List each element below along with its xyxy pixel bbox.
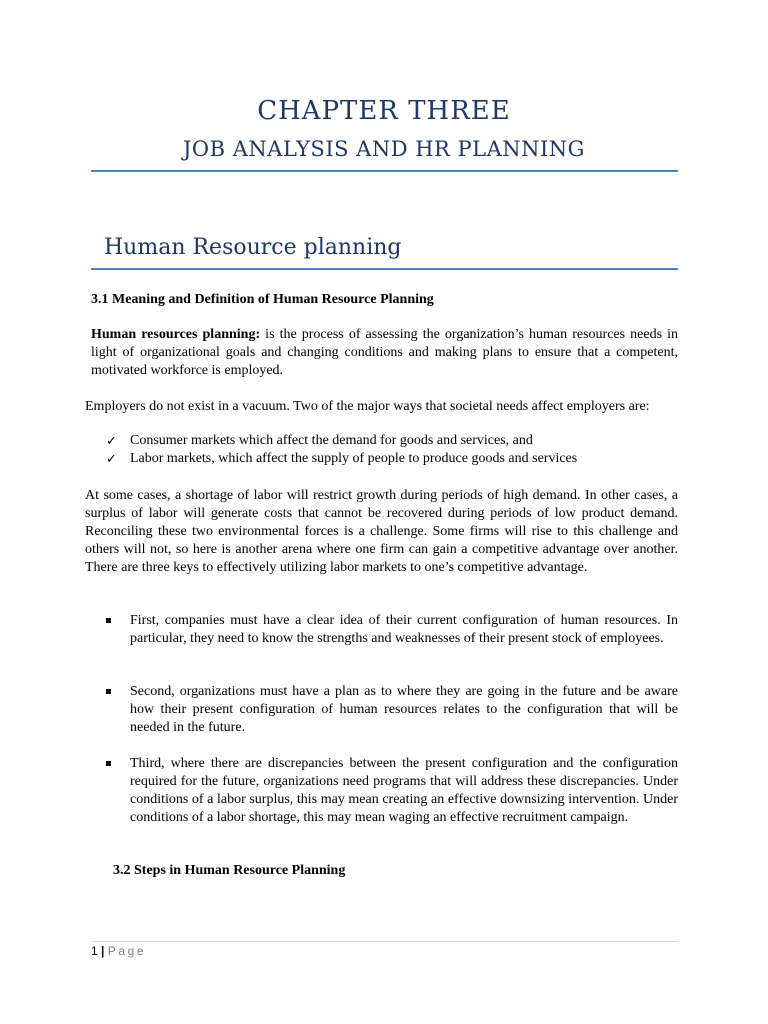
footer-separator: | [101,944,105,958]
square-bullet-icon [106,761,111,766]
check-mark-icon: ✓ [106,451,117,466]
section-heading: Human Resource planning [104,235,402,260]
chapter-subtitle: JOB ANALYSIS AND HR PLANNING [183,137,585,161]
list-item-text: Consumer markets which affect the demand for goods and services, and [130,433,533,448]
page-footer [91,943,146,959]
subsection-heading-3-1: 3.1 Meaning and Definition of Human Resource Planning [91,292,434,307]
list-item-text: Labor markets, which affect the supply of people to produce goods and services [130,451,578,466]
definition-term: Human resources planning: [91,327,261,342]
check-list [106,432,577,468]
bullet-item-text: Third, where there are discrepancies between the present configuration and the configuration required for the future, organizations need programs that will address these discrepancies. Under conditions of a labor surplus, this may mean creating an effective downsizing intervention. Under conditions of a labor shortage, this may mean waging an effective recruitment campaign. [130,756,678,825]
shortage-paragraph: At some cases, a shortage of labor will restrict growth during periods of high demand. In other cases, a surplus of labor will generate costs that cannot be recovered during periods of low product demand. Reconciling these two environmental forces is a challenge. Some firms will rise to this challenge and others will not, so here is another arena where one firm can gain a competitive advantage over another. There are three keys to effectively utilizing labor markets to one’s competitive advantage. [85,488,678,575]
section-divider [91,268,678,270]
definition-paragraph [91,326,678,380]
list-item [106,450,577,468]
bullet-item-text: First, companies must have a clear idea of their current configuration of human resources. In particular, they need to know the strengths and weaknesses of their present stock of employees. [130,613,678,646]
definition-text: is the process of assessing the organization’s human resources needs in light of organizational goals and changing conditions and making plans to ensure that a competent, motivated workforce is employed. [91,327,678,378]
square-bullet-icon [106,618,111,623]
bullet-item-text: Second, organizations must have a plan as to where they are going in the future and be aware how their present configuration of human resources relates to the configuration that will be needed in the future. [130,684,678,735]
page-label: Page [107,944,147,958]
square-bullet-icon [106,689,111,694]
check-mark-icon: ✓ [106,433,117,448]
employers-paragraph: Employers do not exist in a vacuum. Two of the major ways that societal needs affect employers are: [85,399,650,414]
chapter-title: CHAPTER THREE [257,96,511,126]
subsection-heading-3-2: 3.2 Steps in Human Resource Planning [113,863,346,878]
footer-divider [91,941,678,942]
title-divider [91,170,678,172]
page-number: 1 [91,944,98,958]
list-item [106,432,577,450]
